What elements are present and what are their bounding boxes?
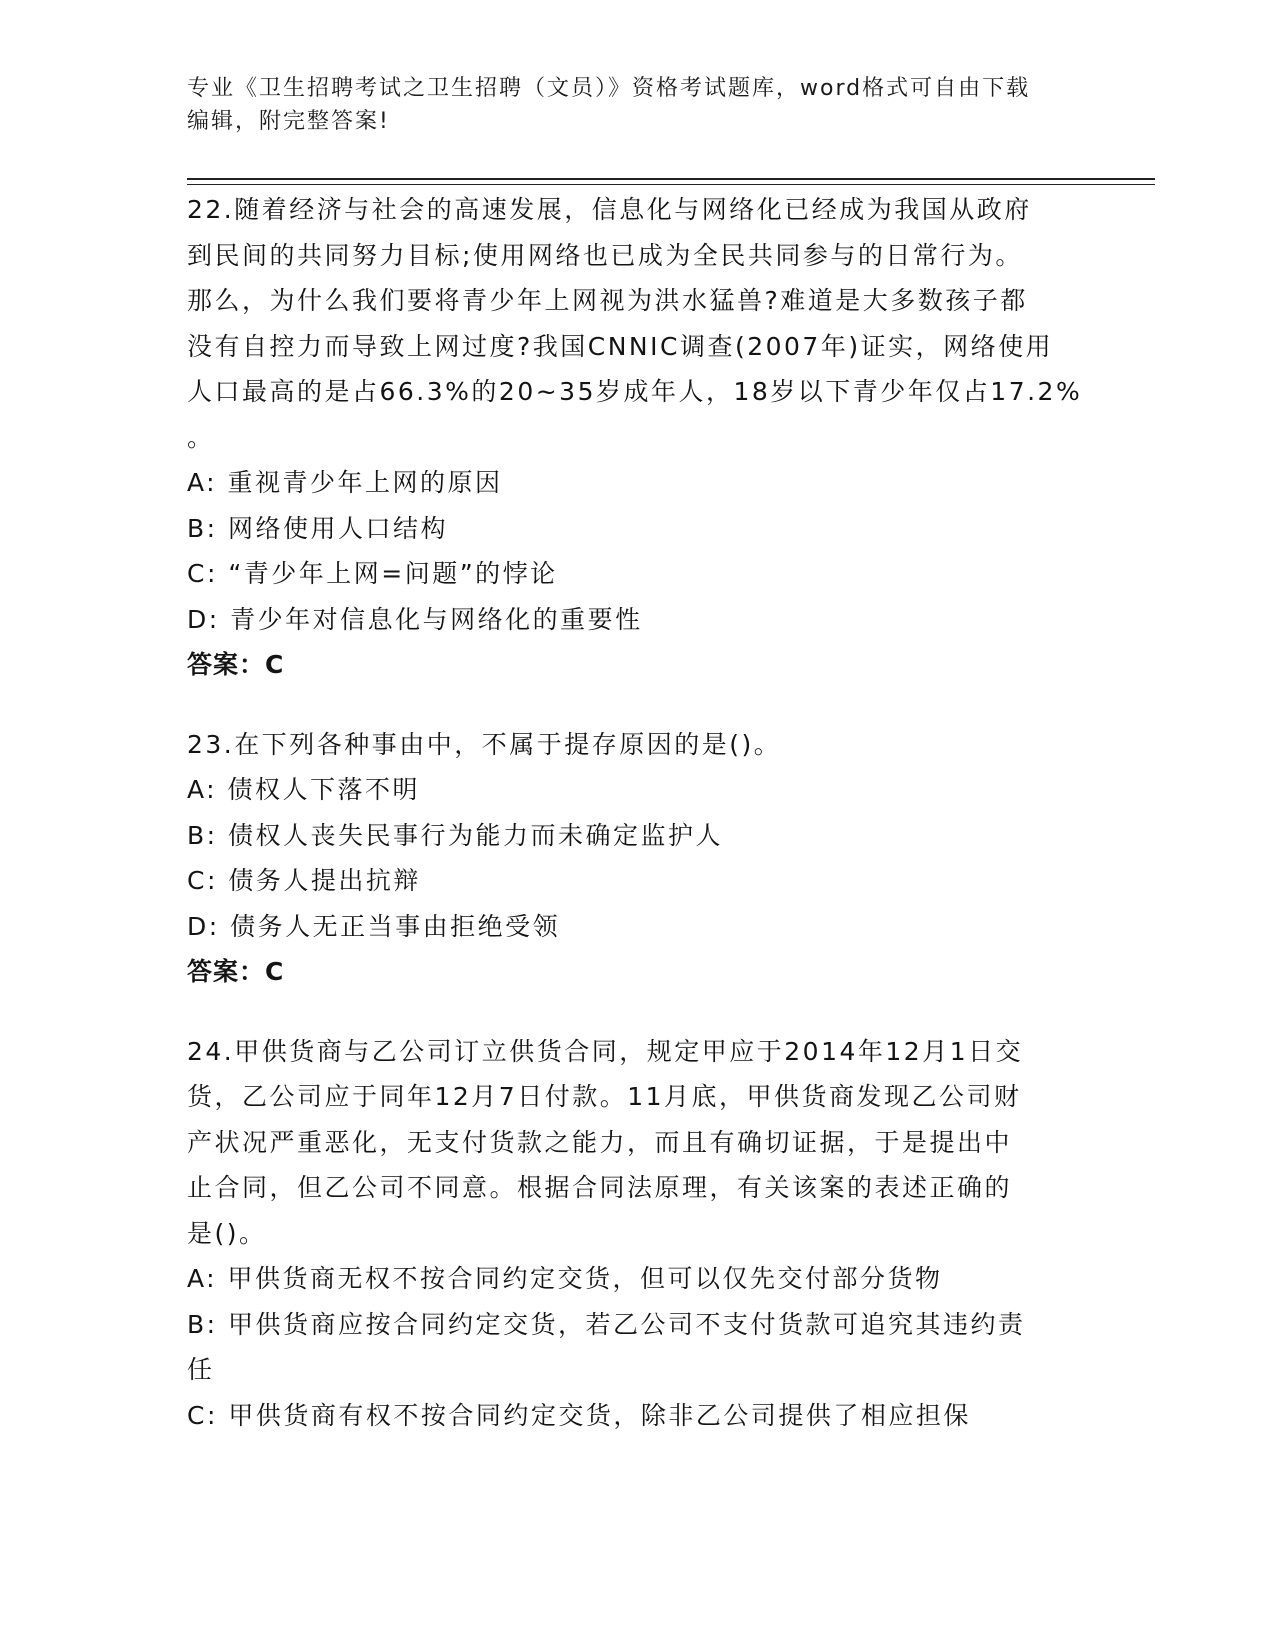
- question-stem-line: 。: [187, 422, 215, 452]
- question-stem-line: 23.在下列各种事由中，不属于提存原因的是()。: [187, 729, 782, 759]
- header-line: 专业《卫生招聘考试之卫生招聘（文员）》资格考试题库，word格式可自由下载: [187, 76, 1031, 101]
- option-b: B: 甲供货商应按合同约定交货，若乙公司不支付货款可追究其违约责: [187, 1309, 1026, 1339]
- question-list: [187, 187, 1087, 1438]
- question-stem-line: 人口最高的是占66.3%的20~35岁成年人，18岁以下青少年仅占17.2%: [187, 377, 1083, 406]
- question-stem-line: 那么，为什么我们要将青少年上网视为洪水猛兽?难道是大多数孩子都: [187, 286, 1028, 315]
- option-d: D: 青少年对信息化与网络化的重要性: [187, 604, 643, 634]
- option-c: C: 甲供货商有权不按合同约定交货，除非乙公司提供了相应担保: [187, 1400, 971, 1430]
- question-stem-line: 24.甲供货商与乙公司订立供货合同，规定甲应于2014年12月1日交: [187, 1036, 1024, 1066]
- question-gap: [187, 995, 1087, 1029]
- question-22: [187, 187, 1087, 688]
- option-b-continued: 任: [187, 1355, 215, 1384]
- question-23: [187, 722, 1087, 995]
- option-c: C: 债务人提出抗辩: [187, 866, 421, 895]
- option-a: A: 甲供货商无权不按合同约定交货，但可以仅先交付部分货物: [187, 1264, 943, 1293]
- question-stem-line: 22.随着经济与社会的高速发展，信息化与网络化已经成为我国从政府: [187, 195, 1032, 224]
- answer-line: 答案：C: [187, 650, 285, 679]
- question-stem-line: 到民间的共同努力目标;使用网络也已成为全民共同参与的日常行为。: [187, 240, 1023, 270]
- header-rule-thin: [187, 184, 1155, 185]
- option-c: C: “青少年上网=问题”的悖论: [187, 559, 558, 588]
- question-gap: [187, 688, 1087, 722]
- question-stem-line: 止合同，但乙公司不同意。根据合同法原理，有关该案的表述正确的: [187, 1173, 1013, 1202]
- question-24: [187, 1029, 1087, 1439]
- option-d: D: 债务人无正当事由拒绝受领: [187, 911, 561, 941]
- option-b: B: 债权人丧失民事行为能力而未确定监护人: [187, 820, 724, 850]
- question-stem-line: 是()。: [187, 1218, 267, 1248]
- question-stem-line: 货，乙公司应于同年12月7日付款。11月底，甲供货商发现乙公司财: [187, 1082, 1022, 1111]
- option-a: A: 债权人下落不明: [187, 775, 421, 804]
- header-rule-thick: [187, 178, 1155, 180]
- document-header: [187, 72, 1067, 138]
- header-line: 编辑，附完整答案!: [187, 109, 390, 134]
- answer-line: 答案：C: [187, 957, 285, 986]
- question-stem-line: 没有自控力而导致上网过度?我国CNNIC调查(2007年)证实，网络使用: [187, 331, 1054, 361]
- option-a: A: 重视青少年上网的原因: [187, 468, 503, 497]
- option-b: B: 网络使用人口结构: [187, 513, 449, 543]
- question-stem-line: 产状况严重恶化，无支付货款之能力，而且有确切证据，于是提出中: [187, 1127, 1013, 1157]
